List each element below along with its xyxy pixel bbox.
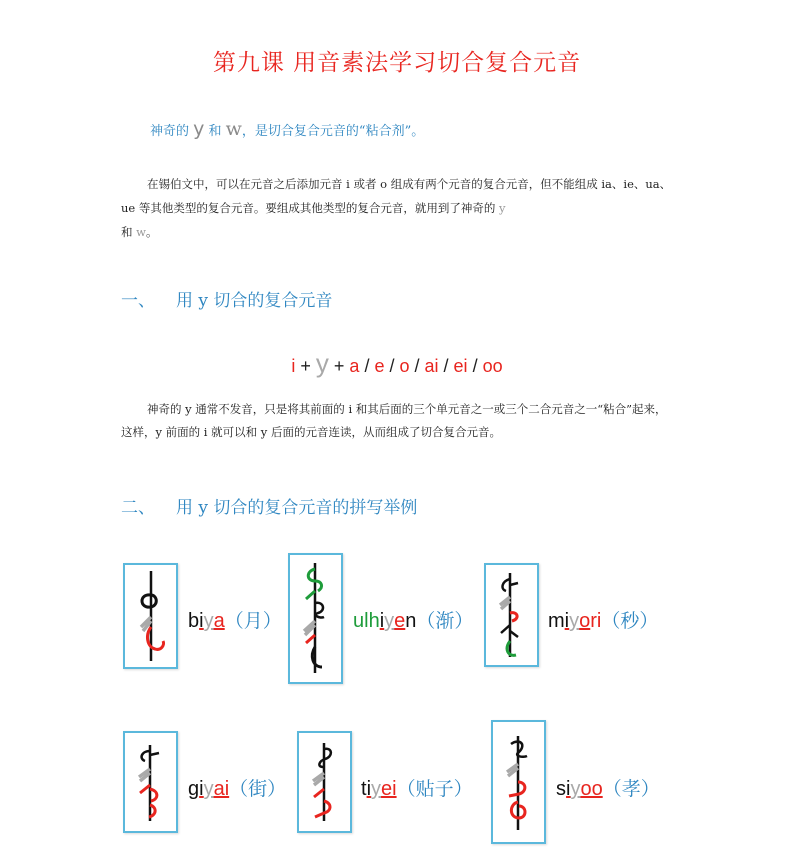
example-word [556, 774, 660, 801]
word-i: i [379, 610, 385, 632]
tagline [150, 118, 424, 140]
sibe-script-image [486, 565, 537, 665]
formula-part: ai [424, 356, 439, 376]
word-prefix: ulh [353, 610, 380, 632]
word-vowel: a [213, 610, 225, 632]
sibe-script-image [290, 555, 341, 682]
sibe-script-image [125, 733, 176, 831]
tagline-pre: 神奇的 [150, 124, 194, 139]
word-i: i [564, 610, 570, 632]
formula-sep: / [438, 356, 454, 376]
word-prefix: b [188, 610, 200, 632]
formula-sep: / [409, 356, 425, 376]
word-prefix: s [556, 778, 566, 800]
word-suffix: n [405, 610, 417, 632]
formula [0, 348, 794, 379]
word-i: i [199, 610, 204, 632]
word-meaning: （贴子） [396, 778, 473, 800]
word-prefix: t [361, 778, 367, 800]
example-word [188, 606, 282, 633]
formula-part: a [349, 356, 360, 376]
word-prefix: m [548, 610, 565, 632]
formula-part: ei [453, 356, 468, 376]
section-heading-2 [121, 493, 417, 518]
formula-part: o [399, 356, 410, 376]
word-vowel: ai [213, 778, 230, 800]
word-y: y [384, 610, 395, 632]
section-label: 用 y 切合的复合元音 [176, 291, 333, 311]
word-y: y [203, 778, 214, 800]
intro-w: w [136, 225, 146, 239]
word-vowel: e [394, 610, 406, 632]
example-word [353, 606, 473, 633]
word-prefix: g [188, 778, 200, 800]
formula-part: oo [482, 356, 503, 376]
word-y: y [371, 778, 382, 800]
formula-part: e [374, 356, 385, 376]
tagline-y: y [193, 118, 205, 140]
example-word [548, 606, 658, 633]
intro-paragraph [121, 172, 677, 244]
section-heading-1 [121, 286, 332, 311]
section-number: 二、 [121, 498, 155, 518]
word-meaning: （渐） [416, 610, 474, 632]
word-y: y [569, 610, 580, 632]
formula-sep: / [467, 356, 483, 376]
intro-text-3: 。 [146, 225, 158, 239]
example-word [188, 774, 286, 801]
script-card [123, 563, 178, 669]
script-card [123, 731, 178, 833]
word-meaning: （月） [224, 610, 282, 632]
word-vowel: o [579, 610, 591, 632]
section-label: 用 y 切合的复合元音的拼写举例 [176, 498, 418, 518]
example-word [361, 774, 473, 801]
sibe-script-image [493, 722, 544, 842]
word-meaning: （孝） [602, 778, 660, 800]
word-i: i [366, 778, 372, 800]
intro-text-1: 在锡伯文中，可以在元音之后添加元音 i 或者 o 组成有两个元音的复合元音，但不能组成 ia、ie、ua、ue 等其他类型的复合元音。要组成其他类型的复合元音，就用到了神奇的 [121, 177, 672, 215]
formula-sep: / [384, 356, 400, 376]
word-suffix: ri [590, 610, 602, 632]
formula-y: y [315, 348, 329, 378]
explain-text: 神奇的 y 通常不发音，只是将其前面的 i 和其后面的三个单元音之一或三个二合元音之一“粘合”起来，这样，y 前面的 i 就可以和 y 后面的元音连读，从而组成了切合复合元音。 [121, 402, 667, 439]
tagline-post: ，是切合复合元音的“粘合剂”。 [241, 124, 425, 139]
formula-sep: / [359, 356, 375, 376]
explain-paragraph [121, 398, 677, 444]
word-vowel: ei [381, 778, 397, 800]
formula-i: i [291, 356, 296, 376]
intro-y: y [499, 201, 506, 215]
word-vowel: oo [580, 778, 603, 800]
word-meaning: （秒） [601, 610, 659, 632]
page-title: 第九课 用音素法学习切合复合元音 [212, 50, 582, 76]
tagline-mid: 和 [204, 124, 226, 139]
script-card [288, 553, 343, 684]
script-card [484, 563, 539, 667]
word-y: y [570, 778, 581, 800]
word-y: y [203, 610, 214, 632]
sibe-script-image [125, 565, 176, 667]
intro-text-2: 和 [121, 225, 137, 239]
tagline-w: w [225, 118, 242, 140]
sibe-script-image [299, 733, 350, 831]
section-number: 一、 [121, 291, 155, 311]
word-meaning: （街） [229, 778, 287, 800]
formula-plus: + [328, 356, 350, 376]
script-card [491, 720, 546, 844]
word-i: i [566, 778, 571, 800]
script-card [297, 731, 352, 833]
formula-plus: + [295, 356, 316, 376]
word-i: i [199, 778, 204, 800]
